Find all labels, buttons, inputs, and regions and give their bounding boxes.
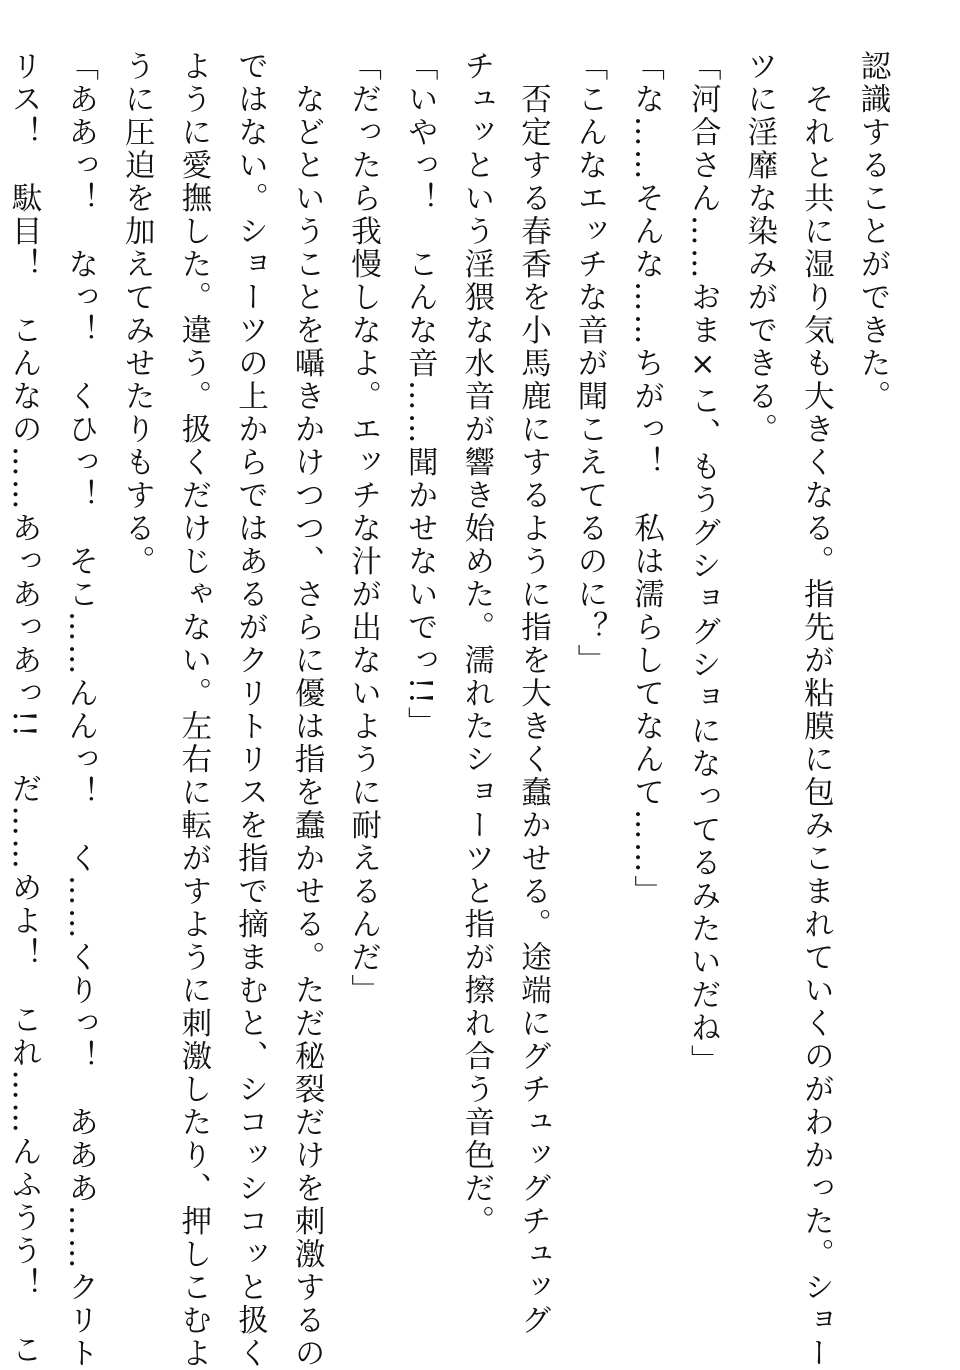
dialogue-line: リス！ 駄目！ こんなの……あっあっあっ!! だ……めよ！ これ……んふうう！ こ — [6, 50, 42, 1367]
text-line: チュッという淫猥な水音が響き始めた。濡れたショーツと指が擦れ合う音色だ。 — [458, 50, 494, 1238]
dialogue-line: 「河合さん……おま×こ、もうグショグショになってるみたいだね」 — [685, 50, 721, 1078]
text-line: ように愛撫した。違う。扱くだけじゃない。左右に転がすように刺激したり、押しこむよ — [175, 50, 211, 1370]
text-line: それと共に湿り気も大きくなる。指先が粘膜に包みこまれていくのがわかった。ショー — [798, 50, 834, 1370]
text-line: うに圧迫を加えてみせたりもする。 — [119, 50, 155, 578]
text-line: ツに淫靡な染みができる。 — [741, 50, 777, 446]
text-line: 認識することができた。 — [855, 50, 890, 413]
dialogue-line: 「ああっ！ なっ！ くひっ！ そこ……んんっ！ く……くりっ！ あああ……クリト — [62, 50, 98, 1370]
text-line: 否定する春香を小馬鹿にするように指を大きく蠢かせる。途端にグチュッグチュッグ — [515, 50, 551, 1337]
text-line: ではない。ショーツの上からではあるがクリトリスを指で摘まむと、シコッシコッと扱く — [232, 50, 268, 1370]
dialogue-line: 「な……そんな……ちがっ！ 私は濡らしてなんて……」 — [628, 50, 664, 908]
dialogue-line: 「いやっ！ こんな音……聞かせないでっ!!」 — [402, 50, 438, 740]
vertical-text-body — [6, 50, 900, 1370]
dialogue-line: 「こんなエッチな音が聞こえてるのに？」 — [572, 50, 608, 677]
dialogue-line: 「だったら我慢しなよ。エッチな汁が出ないように耐えるんだ」 — [345, 50, 381, 1007]
text-line: などということを囁きかけつつ、さらに優は指を蠢かせる。ただ秘裂だけを刺激するの — [289, 50, 325, 1370]
